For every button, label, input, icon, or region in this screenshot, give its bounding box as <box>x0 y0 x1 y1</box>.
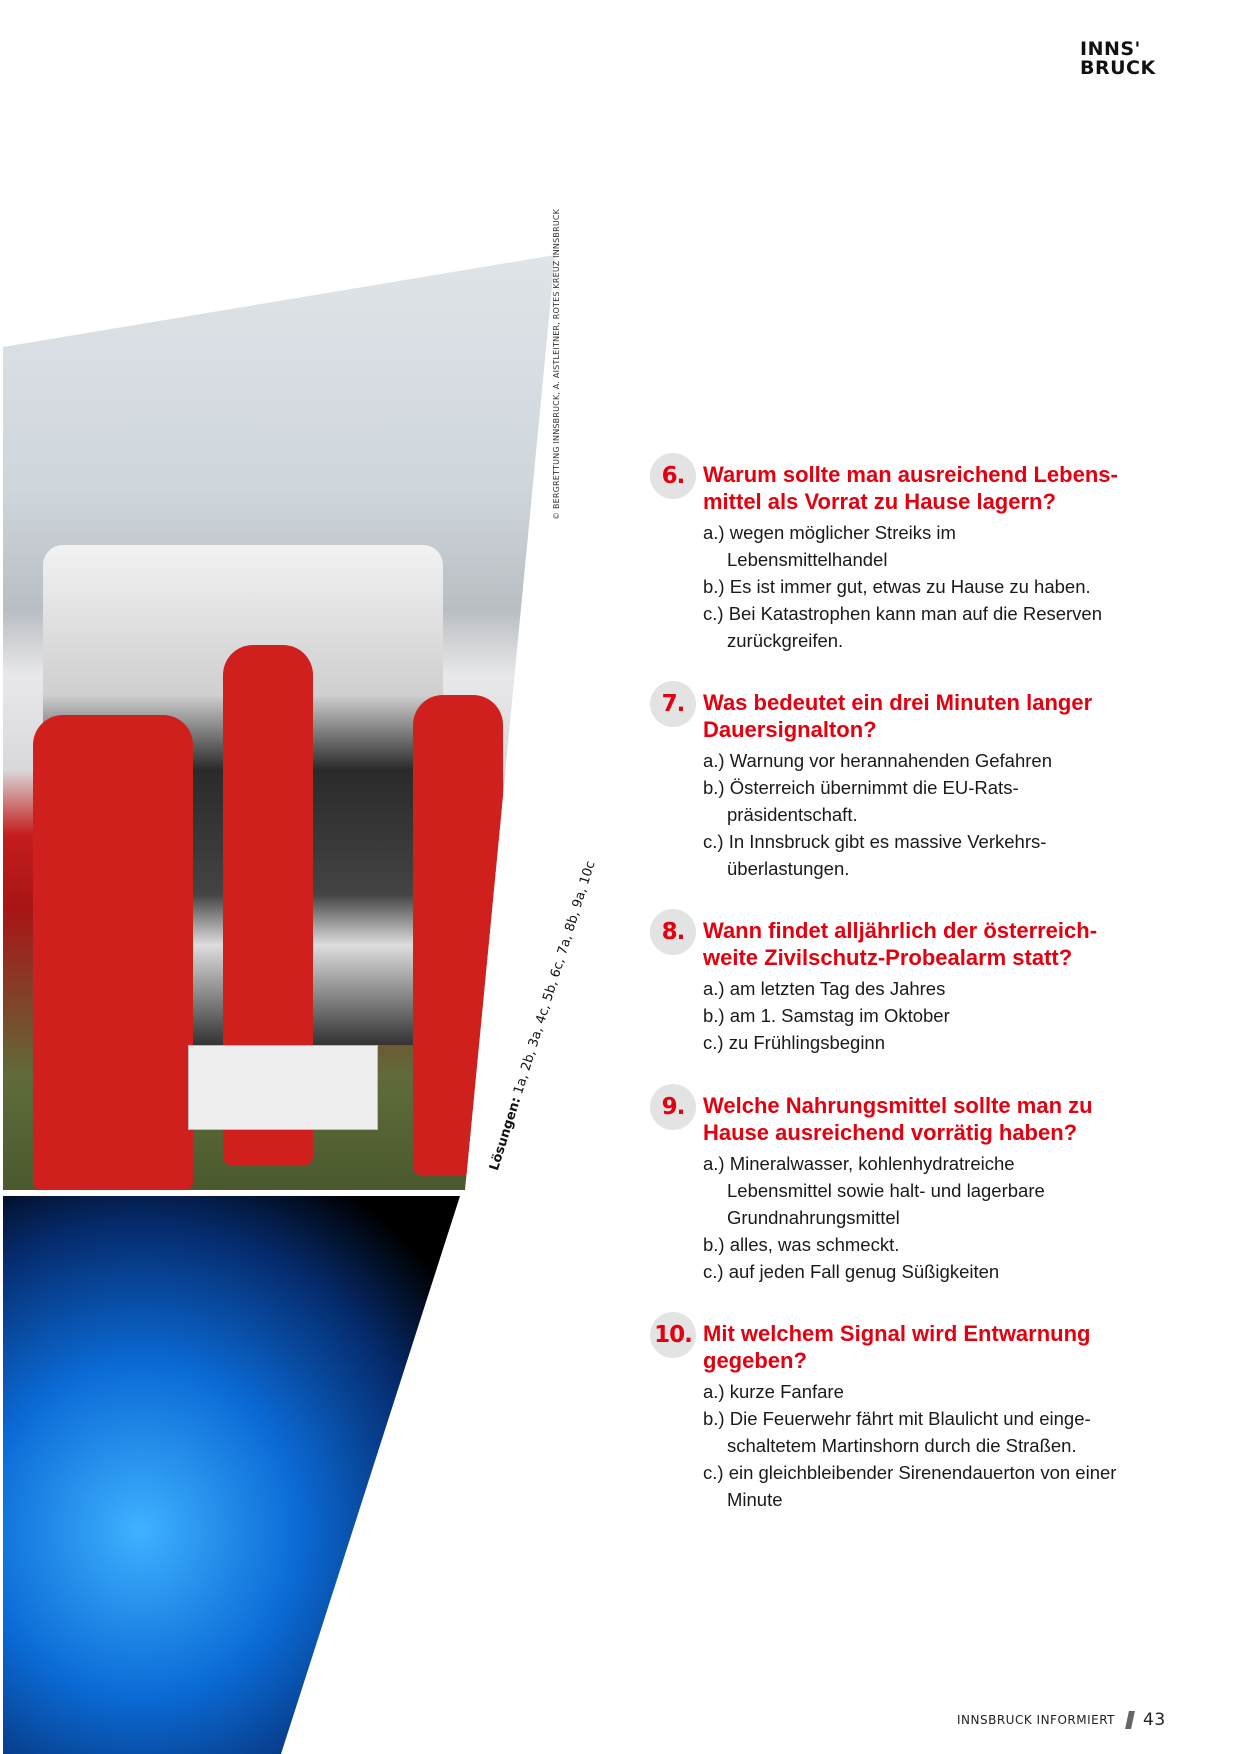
question-number: 8. <box>650 909 696 955</box>
stretcher-drawer <box>188 1045 378 1130</box>
question-text: Wann findet alljährlich der österreich-weite Zivilschutz-Probealarm statt? <box>703 918 1098 970</box>
question-text: Was bedeutet ein drei Minuten langer Dauersignalton? <box>703 690 1093 742</box>
answer-a: a.) kurze Fanfare <box>703 1381 844 1402</box>
question-text: Welche Nahrungsmittel sollte man zu Hause ausreichend vorrätig haben? <box>703 1093 1093 1145</box>
answer-c: c.) auf jeden Fall genug Süßigkeiten <box>703 1261 1000 1282</box>
question-8 <box>650 917 1120 1056</box>
answer-a: a.) Mineralwasser, kohlenhydratreiche Lebensmittel sowie halt- und lagerbare Grundnahrungsmittel <box>703 1153 1045 1228</box>
question-number: 6. <box>650 453 696 499</box>
answer-a: a.) Warnung vor herannahenden Gefahren <box>703 750 1052 771</box>
answer-a: a.) am letzten Tag des Jahres <box>703 978 946 999</box>
question-6 <box>650 461 1120 654</box>
quiz-solutions <box>487 859 599 1172</box>
question-text: Mit welchem Signal wird Entwarnung gegeben? <box>703 1321 1091 1373</box>
question-text: Warum sollte man ausreichend Lebens-mittel als Vorrat zu Hause lagern? <box>703 462 1118 514</box>
answer-a: a.) wegen möglicher Streiks im Lebensmittelhandel <box>703 522 956 570</box>
photo-credit: © BERGRETTUNG INNSBRUCK, A. AISTLEITNER, ROTES KREUZ INNSBRUCK <box>552 208 561 520</box>
paramedic-figure <box>33 715 193 1190</box>
question-number: 10. <box>650 1312 696 1358</box>
answer-b: b.) Österreich übernimmt die EU-Rats-präsidentschaft. <box>703 777 1019 825</box>
photo-red-cross-ambulance <box>3 255 555 1190</box>
answer-c: c.) In Innsbruck gibt es massive Verkehrs-überlastungen. <box>703 831 1047 879</box>
publication-name: INNSBRUCK INFORMIERT <box>957 1713 1115 1727</box>
answer-c: c.) ein gleichbleibender Sirenendauerton von einer Minute <box>703 1462 1117 1510</box>
answer-c: c.) Bei Katastrophen kann man auf die Reserven zurückgreifen. <box>703 603 1103 651</box>
page-number: 43 <box>1143 1710 1166 1730</box>
question-number: 9. <box>650 1084 696 1130</box>
answer-b: b.) Die Feuerwehr fährt mit Blaulicht und einge-schaltetem Martinshorn durch die Straßen. <box>703 1408 1091 1456</box>
answer-b: b.) am 1. Samstag im Oktober <box>703 1005 950 1026</box>
logo-line-1: INNS' <box>1080 38 1141 60</box>
innsbruck-logo <box>1080 40 1156 78</box>
solutions-label: Lösungen: <box>487 1095 525 1173</box>
question-9 <box>650 1092 1120 1285</box>
photo-water-bottle <box>3 1196 460 1754</box>
logo-line-2: BRUCK <box>1080 57 1156 79</box>
question-10 <box>650 1320 1120 1513</box>
answer-b: b.) Es ist immer gut, etwas zu Hause zu haben. <box>703 576 1091 597</box>
question-7 <box>650 689 1120 882</box>
answer-b: b.) alles, was schmeckt. <box>703 1234 900 1255</box>
slash-divider <box>1125 1711 1135 1729</box>
page-footer <box>957 1710 1166 1730</box>
answer-c: c.) zu Frühlingsbeginn <box>703 1032 886 1053</box>
question-number: 7. <box>650 681 696 727</box>
paramedic-figure <box>413 695 503 1175</box>
solutions-text: 1a, 2b, 3a, 4c, 5b, 6c, 7a, 8b, 9a, 10c <box>509 859 599 1100</box>
